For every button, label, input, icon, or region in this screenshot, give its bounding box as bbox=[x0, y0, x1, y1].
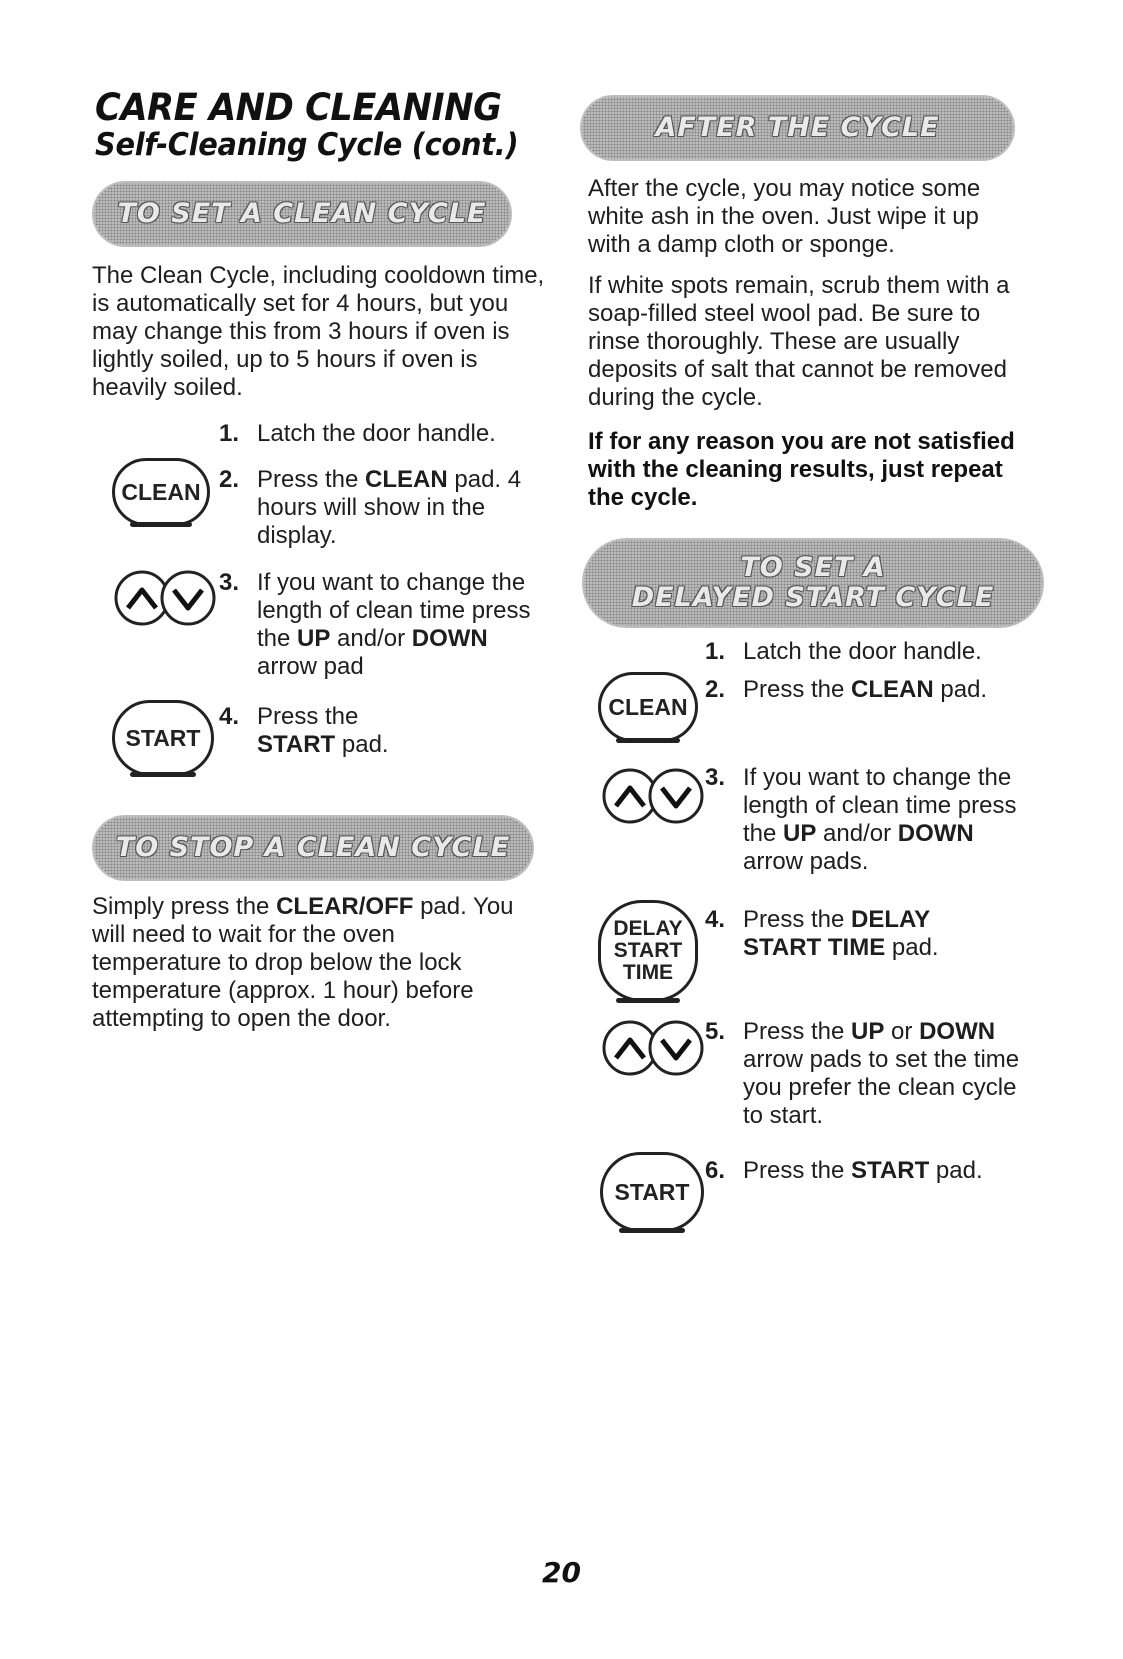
delay-pad-label-3: TIME bbox=[622, 961, 674, 984]
step-number: 6. bbox=[705, 1157, 726, 1184]
step-number: 3. bbox=[705, 764, 726, 791]
pad-underline bbox=[616, 738, 680, 743]
step-text: If you want to change the length of clean time press the UP and/or DOWN arrow pad bbox=[257, 569, 531, 680]
up-arrow-icon bbox=[116, 572, 168, 624]
after-cycle-banner bbox=[580, 95, 1015, 161]
step-text: If you want to change the length of clean time press the UP and/or DOWN arrow pads. bbox=[743, 764, 1017, 875]
step-text: Press the CLEAN pad. bbox=[743, 676, 988, 703]
step-number: 3. bbox=[219, 569, 240, 596]
start-pad-icon bbox=[600, 1152, 704, 1232]
step-text: Latch the door handle. bbox=[743, 638, 982, 665]
delay-pad-label-2: START bbox=[613, 939, 683, 962]
after-cycle-p1: After the cycle, you may notice some white ash in the oven. Just wipe it up with a damp cloth or sponge. bbox=[588, 175, 981, 258]
clean-pad-label: CLEAN bbox=[608, 694, 688, 720]
up-down-arrow-pad-icon bbox=[600, 760, 708, 832]
clean-pad-label: CLEAN bbox=[121, 479, 201, 505]
delay-pad-label-1: DELAY bbox=[613, 917, 683, 940]
down-arrow-icon bbox=[650, 770, 702, 822]
step-text: Press the UP or DOWN arrow pads to set the time you prefer the clean cycle to start. bbox=[743, 1018, 1020, 1129]
delay-start-time-pad-icon bbox=[598, 900, 698, 1002]
step-text: Latch the door handle. bbox=[257, 420, 496, 447]
up-down-arrow-pad-icon bbox=[112, 562, 220, 634]
delayed-start-banner-text: TO SET A DELAYED START CYCLE bbox=[631, 552, 995, 613]
pad-underline bbox=[619, 1228, 686, 1233]
stop-clean-text: Simply press the CLEAR/OFF pad. You will need to wait for the oven temperature to drop below the lock temperature (approx. 1 hour) before attempting to open the door. bbox=[92, 893, 514, 1032]
down-arrow-icon bbox=[162, 572, 214, 624]
step-number: 1. bbox=[219, 420, 240, 447]
step-number: 4. bbox=[705, 906, 726, 933]
after-cycle-p2: If white spots remain, scrub them with a soap-filled steel wool pad. Be sure to rinse thoroughly. These are usually deposits of salt that cannot be removed during the cycle. bbox=[588, 272, 1010, 411]
start-pad-label: START bbox=[614, 1179, 690, 1205]
delayed-start-banner bbox=[582, 538, 1044, 628]
set-clean-banner-text: TO SET A CLEAN CYCLE bbox=[117, 198, 487, 229]
page-title: CARE AND CLEANING bbox=[95, 86, 502, 129]
pad-underline bbox=[130, 522, 193, 527]
up-arrow-icon bbox=[604, 1022, 656, 1074]
page-subtitle: Self-Cleaning Cycle (cont.) bbox=[95, 127, 519, 163]
step-number: 2. bbox=[219, 466, 240, 493]
after-cycle-p3: If for any reason you are not satisfied with the cleaning results, just repeat the cycle. bbox=[588, 428, 1015, 511]
page-number: 20 bbox=[542, 1556, 581, 1589]
step-text: Press the CLEAN pad. 4 hours will show in the display. bbox=[257, 466, 522, 549]
step-number: 2. bbox=[705, 676, 726, 703]
step-number: 1. bbox=[705, 638, 726, 665]
step-text: Press the START pad. bbox=[257, 703, 389, 758]
stop-clean-banner-text: TO STOP A CLEAN CYCLE bbox=[115, 832, 511, 863]
set-clean-intro: The Clean Cycle, including cooldown time, is automatically set for 4 hours, but you may change this from 3 hours if oven is lightly soiled, up to 5 hours if oven is heavily soiled. bbox=[92, 262, 545, 401]
after-cycle-banner-text: AFTER THE CYCLE bbox=[655, 112, 940, 143]
up-arrow-icon bbox=[604, 770, 656, 822]
start-pad-label: START bbox=[125, 725, 201, 751]
step-number: 4. bbox=[219, 703, 240, 730]
clean-pad-icon bbox=[598, 672, 698, 742]
clean-pad-icon bbox=[112, 458, 210, 526]
pad-underline bbox=[130, 772, 195, 777]
stop-clean-banner bbox=[92, 815, 534, 881]
start-pad-icon bbox=[112, 700, 214, 776]
step-text: Press the START pad. bbox=[743, 1157, 983, 1184]
pad-underline bbox=[616, 998, 680, 1003]
up-down-arrow-pad-icon bbox=[600, 1012, 708, 1084]
set-clean-banner bbox=[92, 181, 512, 247]
step-text: Press the DELAY START TIME pad. bbox=[743, 906, 939, 961]
down-arrow-icon bbox=[650, 1022, 702, 1074]
step-number: 5. bbox=[705, 1018, 726, 1045]
